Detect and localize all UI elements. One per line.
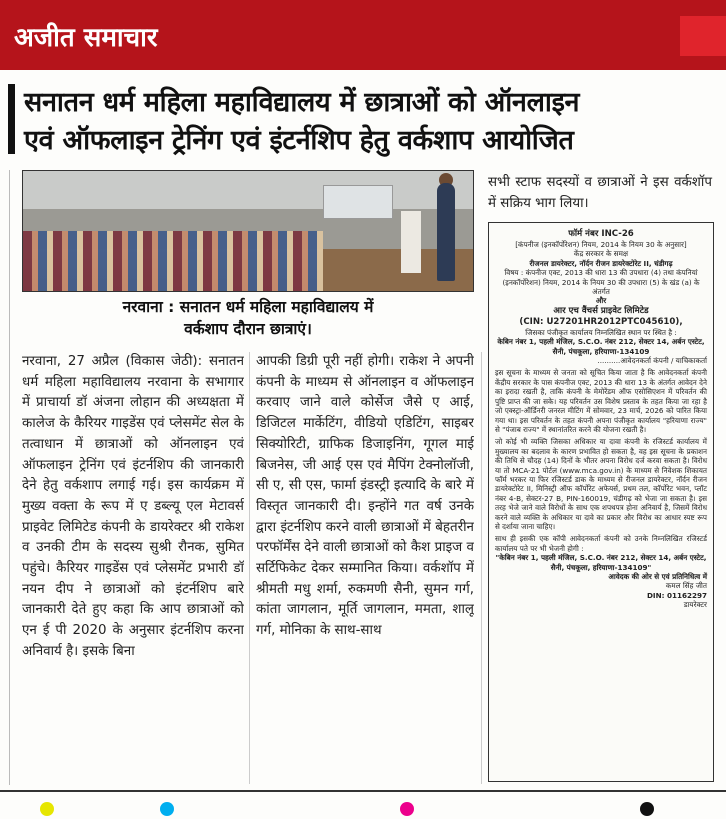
headline-line-2: एवं ऑफलाइन ट्रेनिंग एवं इंटर्नशिप हेतु वर्कशाप आयोजित: [24, 125, 574, 156]
photo-caption: [22, 296, 474, 344]
notice-rule-reference: [कंपनीज (इनकॉर्पोरेशन) नियम, 2014 के नियम 30 के अनुसार]: [515, 240, 687, 249]
photo-audience: [23, 231, 323, 292]
notice-din: DIN: 01162297: [646, 590, 707, 600]
notice-form-number: फॉर्म नंबर INC-26: [568, 229, 634, 239]
notice-signatory-name: कमल सिंह जीत: [665, 581, 707, 591]
notice-address: केबिन नंबर 1, पहली मंजिल, S.C.O. नंबर 212, सेक्टर 14, अर्बन एस्टेट, सैनी, पंचकूला, हरियाणा-134109: [497, 337, 705, 356]
notice-body-3: साथ ही इसकी एक कॉपी आवेदनकर्ता कंपनी को उनके निम्नलिखित रजिस्टर्ड कार्यालय पते पर भी भेजनी होगी :: [495, 534, 707, 553]
photo-speaker: [437, 183, 455, 281]
registration-dot-cyan: [160, 802, 174, 816]
notice-authority: केंद्र सरकार के समक्ष: [573, 249, 629, 259]
caption-line-1: नरवाना : सनातन धर्म महिला महाविद्यालय में: [122, 298, 374, 316]
notice-office-intro: जिसका पंजीकृत कार्यालय निम्नलिखित स्थान पर स्थित है :: [525, 327, 677, 337]
print-registration-strip: [0, 800, 726, 819]
headline-bar: [8, 84, 15, 154]
notice-company-name: आर एच वैंचर्स प्राइवेट लिमिटेड: [553, 305, 649, 316]
legal-notice-advertisement: [488, 222, 714, 782]
notice-body-1: इस सूचना के माध्यम से जनता को सूचित किया जाता है कि आवेदनकर्ता कंपनी केंद्रीय सरकार के पास कंपनीज एक्ट, 2013 की धारा 13 के अंतर्गत आवेदन देने का इरादा रखती है, ताकि कंपनी के मेमोरेंडम ऑफ एसोसिएशन में परिवर्तन की पुष्टि प्राप्त की जा सके। यह परिवर्तन उस विशेष प्रस्ताव के तहत किया जा रहा है जो एक्स्ट्रा-ऑर्डिनरी जनरल मीटिंग में सोमवार, 23 मार्च, 2026 को पारित किया गया था। इस परिवर्तन के तहत कंपनी अपना पंजीकृत कार्यालय "हरियाणा राज्य" से "पंजाब राज्य" में स्थानांतरित करने की योजना रखती है।: [495, 368, 707, 434]
column-divider: [481, 352, 482, 784]
banner-accent-box: [680, 16, 726, 56]
headline-line-1: सनातन धर्म महिला महाविद्यालय में छात्राओं को ऑनलाइन: [24, 87, 580, 118]
registration-dot-magenta: [400, 802, 414, 816]
newspaper-banner: [0, 0, 726, 70]
notice-signatory: आवेदक की ओर से एवं प्रतिनिधित्व में: [608, 572, 707, 581]
notice-body-2: जो कोई भी व्यक्ति जिसका अधिकार या दावा कंपनी के रजिस्टर्ड कार्यालय में मुख्यालय का बदलाव के कारण प्रभावित हो सकता है, वह इस सूचना के प्रकाशन की तिथि से चौदह (14) दिनों के भीतर अपना विरोध दर्ज करवा सकता है। विरोध या तो MCA-21 पोर्टल (www.mca.gov.in) के माध्यम से निवेशक शिकायत फॉर्म भरकर या फिर रजिस्टर्ड डाक के माध्यम से रीजनल डायरेक्टर, नॉर्दन रीजन डायरेक्टोरेट II, मिनिस्ट्री ऑफ कॉर्पोरेट अफेयर्स, प्रथम तल, कॉर्पोरेट भवन, प्लॉट नंबर 4-B, सेक्टर-27 B, PIN-160019, चंडीगढ़ को भेजा जा सकता है। इस तरह भेजे जाने वाले विरोधों के साथ एक शपथपत्र होना अनिवार्य है, जिसमें विरोध करने वाले व्यक्ति के अधिकार या दावे का प्रकार और विरोध का आधार स्पष्ट रूप से दर्शाया जाना चाहिए।: [495, 437, 707, 531]
workshop-photo: [22, 170, 474, 292]
notice-subject: विषय : कंपनीज एक्ट, 2013 की धारा 13 की उपधारा (4) तथा कंपनियां (इनकॉर्पोरेशन) नियम, 2014 के नियम 30 की उपधारा (5) के खंड (a) के अंतर्गत: [502, 268, 700, 297]
column-divider: [249, 352, 250, 784]
notice-regional-director: रीजनल डायरेक्टर, नॉर्दन रीजन डायरेक्टोरेट II, चंडीगढ़: [529, 258, 673, 268]
article-column-3-continuation: सभी स्टाफ सदस्यों व छात्राओं ने इस वर्कशॉप में सक्रिय भाग लिया।: [488, 175, 712, 211]
registration-dot-yellow: [40, 802, 54, 816]
notice-address-repeat: "केबिन नंबर 1, पहली मंजिल, S.C.O. नंबर 212, सेक्टर 14, अर्बन एस्टेट, सैनी, पंचकूला, हरियाणा-134109": [495, 553, 707, 572]
notice-cin: (CIN: U27201HR2012PTC045610),: [519, 316, 683, 327]
page-bottom-rule: [0, 790, 726, 792]
notice-petitioner: ..........आवेदनकर्ता कंपनी / याचिकाकर्ता: [597, 356, 707, 366]
photo-screen: [323, 185, 393, 219]
article-column-2: आपकी डिग्री पूरी नहीं होगी। राकेश ने अपनी कंपनी के माध्यम से ऑनलाइन व ऑफलाइन करवाए जाने वाले कोर्सेज जैसे ए आई, डिजिटल मार्केटिंग, वीडियो एडिटिंग, साइबर सिक्योरिटी, ग्राफिक डिजाइनिंग, गूगल माई बिजनेस, जी आई एस एवं मैपिंग टेक्नोलॉजी, सी ए, सी एस, फार्मा इंडस्ट्री इत्यादि के बारे में विस्तृत जानकारी दी। इन्होंने गत वर्ष उनके द्वारा इंटर्नशिप करने वाली छात्राओं में बेहतरीन परफॉर्मेंस देने वाली छात्राओं को कैश प्राइज व सर्टिफिकेट देकर सम्मानित किया। वर्कशॉप में श्रीमती मधु शर्मा, रुकमणी सैनी, सुमन गर्ग, कांता जागलान, मूर्ति जागलान, ममता, शालू गर्ग, मोनिका के साथ-साथ: [256, 354, 474, 639]
photo-ceiling: [23, 171, 473, 209]
notice-and: और: [595, 296, 607, 306]
newspaper-title: अजीत समाचार: [14, 23, 158, 53]
adjacent-article-edge: [0, 170, 10, 785]
notice-designation: डायरेक्टर: [683, 600, 707, 610]
caption-line-2: वर्कशाप दौरान छात्राएं।: [184, 320, 312, 338]
photo-podium: [401, 211, 421, 273]
article-headline: [0, 76, 726, 162]
article-column-1: नरवाना, 27 अप्रैल (विकास जेठी): सनातन धर्म महिला महाविद्यालय नरवाना के सभागार में प्राचार्या डॉ अंजना लोहान की अध्यक्षता में कालेज के कैरियर गाइडेंस एवं प्लेसमेंट सेल के तत्वाधान में छात्राओं को ऑनलाइन एवं ऑफलाइन ट्रेनिंग एवं इंटर्नशिप की जानकारी देने हेतु वर्कशाप लगाई गई। इस कार्यक्रम में मुख्य वक्ता के रूप में ए डब्ल्यू एल मेटावर्स प्राइवेट लिमिटेड कंपनी के डायरेक्टर श्री राकेश व उनकी टीम के सदस्य सुश्री रौनक, सुमित पहुंचे। कैरियर गाइडेंस एवं प्लेसमेंट प्रभारी डॉ नयन दीप ने छात्राओं को इंटर्नशिप बारे जानकारी देते हुए कहा कि आप छात्राओं को एन ई पी 2020 के अनुसार इंटर्नशिप करना अनिवार्य है। इसके बिना: [22, 354, 244, 659]
registration-dot-black: [640, 802, 654, 816]
